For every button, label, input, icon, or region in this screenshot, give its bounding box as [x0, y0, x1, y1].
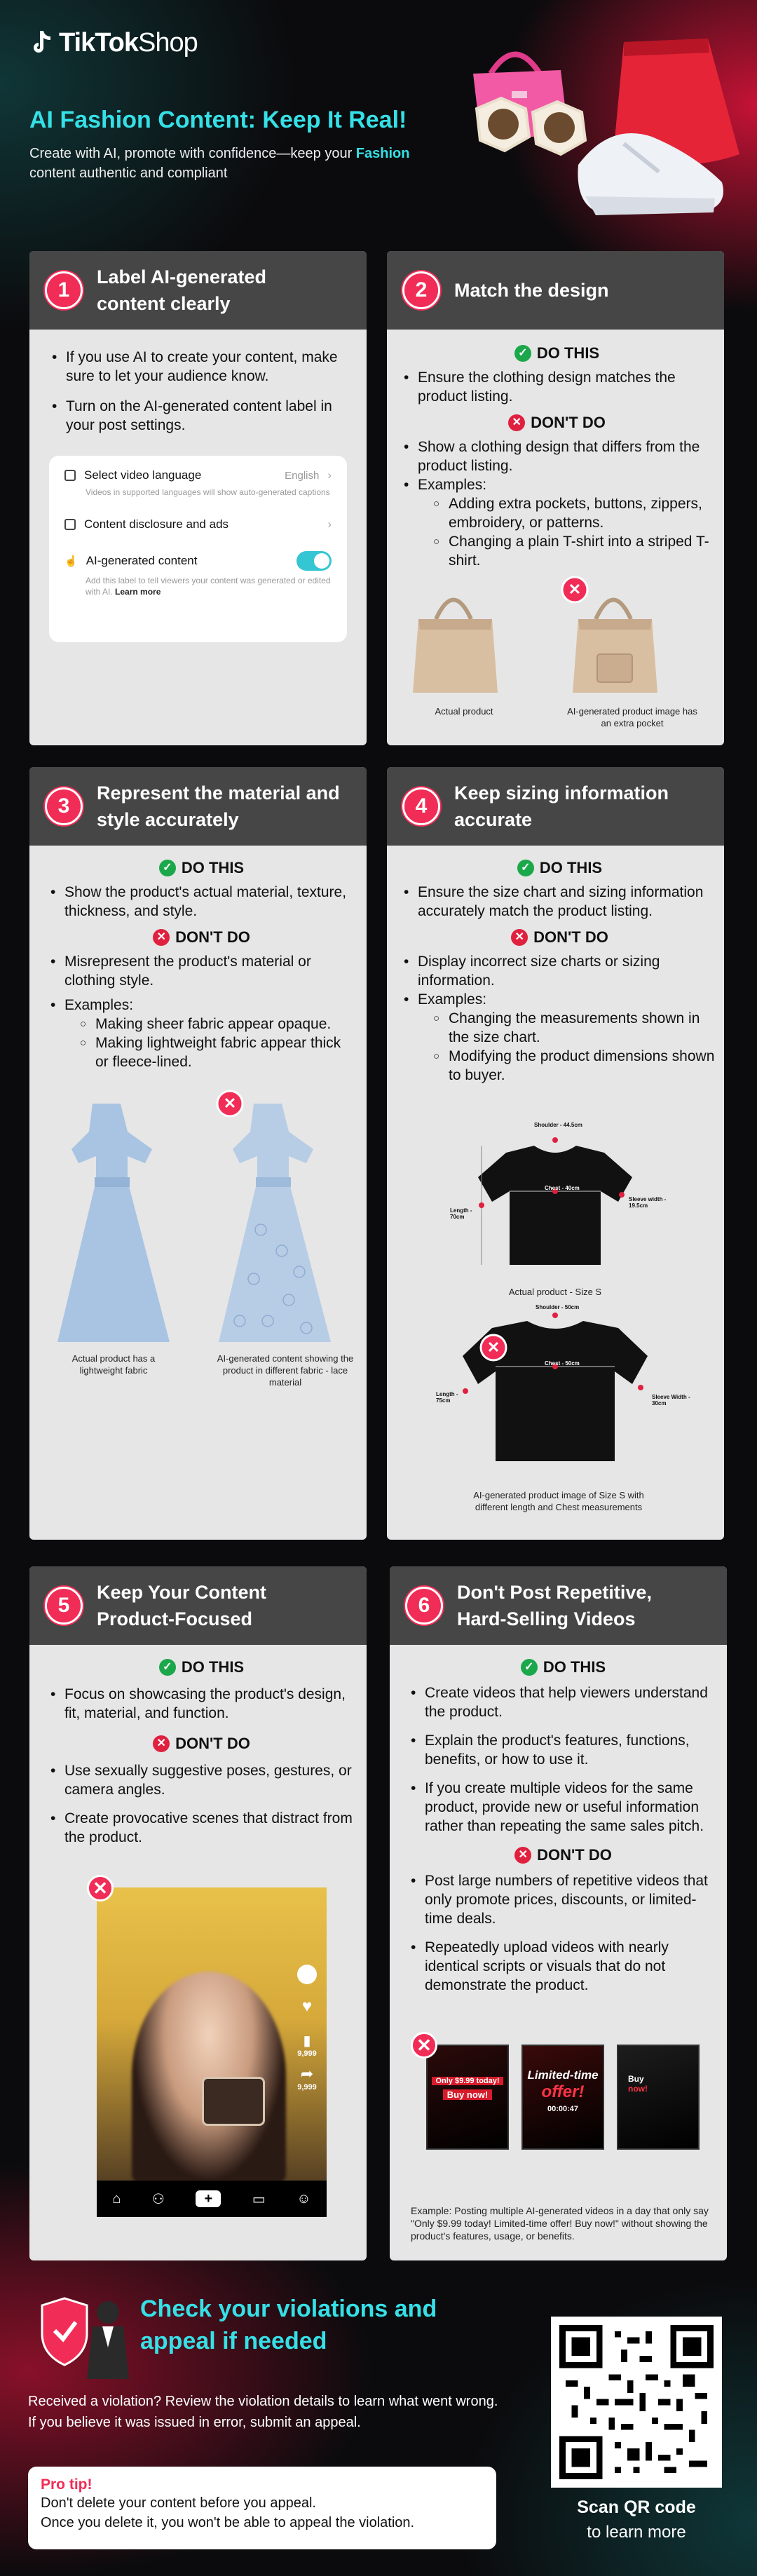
footer-title-line: appeal if needed	[140, 2328, 327, 2354]
fashion-items-illustration	[463, 32, 743, 235]
card-title: Label AI-generated content clearly	[97, 266, 267, 314]
share-icon[interactable]: ➦	[300, 2065, 314, 2082]
comment-icon[interactable]: ▮	[303, 2033, 311, 2049]
qr-label: Scan QR code	[577, 2497, 696, 2517]
card-header	[29, 251, 367, 330]
qr-code-icon	[559, 2325, 714, 2479]
list-item: • Turn on the AI-generated content label in your post settings.	[50, 397, 350, 435]
card-sizing-info	[387, 767, 724, 1540]
actual-handbag-icon	[413, 600, 498, 693]
list-item: • Use sexually suggestive poses, gestures, or camera angles.	[49, 1761, 354, 1799]
thumb-text: Limited-time	[527, 2068, 599, 2082]
step-number: 1	[45, 271, 83, 309]
list-item: ○ Making sheer fabric appear opaque.	[80, 1015, 354, 1033]
inbox-icon[interactable]: ▭	[252, 2191, 266, 2207]
card-product-focused	[29, 1566, 367, 2260]
card-label-ai-content	[29, 251, 367, 745]
actual-tshirt-icon	[478, 1137, 632, 1265]
thumb-text: Only $9.99 today!	[432, 2077, 503, 2085]
dont-do-label	[402, 928, 717, 947]
caption-ai: AI-generated product image of Size S with different length and Chest measurements	[473, 1490, 644, 1512]
thumb-text: Buy now!	[443, 2089, 492, 2100]
ai-content-toggle[interactable]	[296, 551, 332, 571]
card-header	[29, 767, 367, 846]
list-item: • Ensure the size chart and sizing information accurately match the product listing.	[402, 883, 717, 921]
x-mark-icon: ✕	[411, 2032, 437, 2059]
label-text: DO THIS	[181, 1658, 245, 1676]
card-header	[387, 767, 724, 846]
row-subtext	[86, 575, 332, 597]
caption-ai: AI-generated product image has an extra pocket	[567, 706, 697, 728]
video-thumbnail	[617, 2045, 700, 2150]
video-thumbnail	[521, 2045, 604, 2150]
learn-more-link[interactable]: Learn more	[115, 587, 161, 597]
card-match-design	[387, 251, 724, 745]
actual-dress-icon	[57, 1104, 170, 1342]
pro-tip-box	[28, 2467, 496, 2549]
caption-ai: AI-generated content showing the product in different fabric - lace material	[217, 1353, 354, 1388]
qr-code[interactable]	[551, 2317, 722, 2488]
select-video-language-row[interactable]	[64, 468, 332, 482]
list-item: • Post large numbers of repetitive videos that only promote prices, discounts, or limited-time deals.	[409, 1871, 717, 1928]
list-item: ○ Modifying the product dimensions shown to buyer.	[433, 1047, 717, 1085]
create-button-icon[interactable]: +	[196, 2190, 221, 2207]
repetitive-video-thumbnails	[426, 2045, 716, 2150]
home-icon[interactable]: ⌂	[112, 2190, 121, 2206]
footer-text	[28, 2391, 533, 2433]
footer-title	[140, 2293, 437, 2357]
list-item	[402, 475, 711, 570]
row-label: AI-generated content	[86, 554, 198, 567]
card-title: Keep Your Content Product-Focused	[97, 1582, 267, 1629]
page-title: AI Fashion Content: Keep It Real!	[29, 107, 407, 133]
list-item	[402, 990, 717, 1085]
pro-tip-line: Once you delete it, you won't be able to appeal the violation.	[41, 2515, 415, 2530]
thumb-text: now!	[628, 2084, 648, 2094]
do-this-label	[49, 1658, 354, 1676]
video-thumbnail	[426, 2045, 509, 2150]
list-item: ○ Changing the measurements shown in the size chart.	[433, 1009, 717, 1047]
label-text: DON'T DO	[537, 1846, 612, 1864]
ai-generated-content-row	[64, 551, 332, 571]
list-item: ○ Adding extra pockets, buttons, zippers, embroidery, or patterns.	[433, 494, 711, 532]
ai-label-description: Add this label to tell viewers your content was generated or edited with AI.	[86, 576, 331, 597]
card-header	[390, 1566, 727, 1645]
example-caption: Example: Posting multiple AI-generated videos in a day that only say "Only $9.99 today! Limited-time offer! Buy now!" without showing the product's features, usage, or benefits.	[411, 2205, 709, 2242]
bullet-list	[50, 348, 350, 435]
do-this-label	[402, 344, 711, 362]
step-number: 5	[45, 1587, 83, 1625]
caption-actual: Actual product has a lightweight fabric	[71, 1353, 156, 1376]
examples-label: Examples:	[418, 477, 487, 493]
label-text: DO THIS	[539, 859, 603, 876]
heart-icon[interactable]: ♥	[301, 1997, 313, 2016]
handbag-comparison-image	[387, 570, 724, 710]
cross-icon: ✕	[511, 929, 528, 946]
card-title: Keep sizing information accurate	[454, 782, 669, 830]
list-item: • Display incorrect size charts or sizing information.	[402, 952, 717, 990]
list-item: • If you create multiple videos for the same product, provide new or useful information rather than repeating the same sales pitch.	[409, 1779, 717, 1836]
profile-icon[interactable]: ☺	[296, 2190, 311, 2206]
check-icon: ✓	[514, 345, 531, 362]
ai-lace-dress-icon	[219, 1104, 331, 1342]
label-text: DO THIS	[181, 859, 245, 876]
examples-label: Examples:	[64, 997, 134, 1013]
svg-text:✕: ✕	[486, 1338, 500, 1356]
thumb-text: offer!	[541, 2082, 585, 2101]
shirt2-length-label: Length - 75cm	[436, 1391, 458, 1404]
label-text: DON'T DO	[531, 414, 606, 431]
shirt2-sleeve-label: Sleeve Width - 30cm	[652, 1394, 690, 1406]
dress-comparison-image	[29, 1090, 367, 1356]
do-this-label	[402, 858, 717, 877]
tiktok-video-mock	[97, 1887, 327, 2217]
card-material-style	[29, 767, 367, 1540]
list-item: • Create videos that help viewers understand the product.	[409, 1683, 717, 1721]
chevron-right-icon: ›	[327, 517, 332, 531]
thumb-text: 00:00:47	[547, 2105, 579, 2113]
step-number: 2	[402, 271, 440, 309]
list-item: • Misrepresent the product's material or clothing style.	[49, 952, 354, 990]
caption-actual: Actual product - Size S	[508, 1287, 602, 1297]
bottom-nav-bar	[97, 2181, 327, 2217]
share-count: 9,999	[297, 2083, 317, 2092]
cross-icon: ✕	[153, 1735, 170, 1752]
shirt1-length-label: Length - 70cm	[450, 1207, 472, 1220]
row-label: Select video language	[84, 468, 202, 482]
page-subtitle	[29, 144, 422, 183]
cross-icon: ✕	[153, 929, 170, 946]
list-item: • Show the product's actual material, texture, thickness, and style.	[49, 883, 354, 921]
check-icon: ✓	[521, 1659, 538, 1676]
step-number: 6	[405, 1587, 443, 1625]
card-header	[387, 251, 724, 330]
dont-do-label	[49, 1734, 354, 1753]
label-text: DON'T DO	[175, 1735, 250, 1752]
step-number: 3	[45, 787, 83, 825]
ai-label-icon: ☝	[64, 555, 78, 567]
label-text: DON'T DO	[533, 928, 608, 946]
list-item: ○ Making lightweight fabric appear thick or fleece-lined.	[80, 1033, 354, 1071]
pro-tip-line: Don't delete your content before you appeal.	[41, 2495, 316, 2511]
qr-sublabel: to learn more	[587, 2523, 686, 2542]
logo-shop: Shop	[137, 28, 198, 57]
card-title: Represent the material and style accurately	[97, 782, 340, 830]
ai-handbag-icon	[573, 600, 657, 693]
footer-title-line: Check your violations and	[140, 2296, 437, 2322]
shirt2-chest-label: Chest - 50cm	[545, 1360, 580, 1367]
language-icon	[64, 470, 76, 481]
check-icon: ✓	[517, 860, 534, 876]
like-count: 9,999	[297, 2049, 317, 2058]
handbag-in-video	[202, 2077, 265, 2126]
avatar[interactable]	[297, 1965, 317, 1984]
list-item: • Repeatedly upload videos with nearly identical scripts or visuals that do not demonstrate the product.	[409, 1938, 717, 1995]
tiktok-shop-logo	[29, 28, 198, 58]
post-settings-panel	[49, 456, 347, 642]
row-label: Content disclosure and ads	[84, 517, 229, 531]
chevron-right-icon: ›	[327, 468, 332, 482]
list-item: • Focus on showcasing the product's design, fit, material, and function.	[49, 1685, 354, 1723]
shirt2-shoulder-label: Shoulder - 50cm	[536, 1304, 580, 1310]
thumb-text: Buy	[628, 2074, 644, 2084]
row-value: English	[285, 469, 320, 482]
cross-icon: ✕	[514, 1847, 531, 1864]
logo-brand: TikTok	[59, 28, 138, 57]
check-icon: ✓	[159, 1659, 176, 1676]
content-disclosure-row[interactable]	[64, 517, 332, 531]
svg-text:✕: ✕	[568, 581, 582, 598]
shirt1-sleeve-label: Sleeve width - 19.5cm	[629, 1196, 667, 1209]
svg-text:✕: ✕	[223, 1094, 237, 1112]
friends-icon[interactable]: ⚇	[151, 2191, 165, 2207]
label-text: DO THIS	[543, 1658, 606, 1676]
list-item	[49, 996, 354, 1071]
x-mark-icon: ✕	[87, 1875, 114, 1902]
card-header	[29, 1566, 367, 1645]
card-repetitive-videos	[390, 1566, 727, 2260]
label-text: DO THIS	[536, 344, 600, 362]
list-item: • Create provocative scenes that distract from the product.	[49, 1809, 354, 1847]
shirt1-chest-label: Chest - 40cm	[545, 1185, 580, 1191]
card-title: Don't Post Repetitive, Hard-Selling Videos	[457, 1582, 652, 1629]
cross-icon: ✕	[508, 414, 525, 431]
pro-tip-title: Pro tip!	[41, 2476, 93, 2493]
footer-text-line: Received a violation? Review the violation details to learn what went wrong.	[28, 2394, 498, 2409]
list-item: • Explain the product's features, functions, benefits, or how to use it.	[409, 1731, 717, 1769]
appeal-shield-illustration	[29, 2284, 135, 2382]
list-item: ○ Changing a plain T-shirt into a striped T-shirt.	[433, 532, 711, 570]
examples-label: Examples:	[418, 991, 487, 1008]
row-subtext: Videos in supported languages will show auto-generated captions	[86, 487, 330, 497]
subtitle-before: Create with AI, promote with confidence—keep your	[29, 146, 353, 161]
label-text: DON'T DO	[175, 928, 250, 946]
tiktok-note-icon	[29, 29, 53, 57]
shirt1-shoulder-label: Shoulder - 44.5cm	[534, 1122, 582, 1128]
dont-do-label	[49, 928, 354, 947]
subtitle-highlight: Fashion	[355, 146, 410, 161]
dont-do-label	[402, 413, 711, 432]
subtitle-after: content authentic and compliant	[29, 165, 228, 181]
dont-do-label	[409, 1845, 717, 1864]
check-icon: ✓	[159, 860, 176, 876]
card-title: Match the design	[454, 280, 609, 301]
disclosure-icon	[64, 519, 76, 530]
footer-text-line: If you believe it was issued in error, submit an appeal.	[28, 2415, 361, 2430]
list-item: • Ensure the clothing design matches the product listing.	[402, 368, 711, 406]
list-item: • If you use AI to create your content, make sure to let your audience know.	[50, 348, 350, 386]
tshirt-size-comparison-image	[387, 1125, 724, 1503]
do-this-label	[49, 858, 354, 877]
caption-actual: Actual product	[435, 706, 493, 717]
video-side-actions	[293, 1965, 321, 2092]
step-number: 4	[402, 787, 440, 825]
do-this-label	[409, 1658, 717, 1676]
list-item: • Show a clothing design that differs from the product listing.	[402, 438, 711, 475]
